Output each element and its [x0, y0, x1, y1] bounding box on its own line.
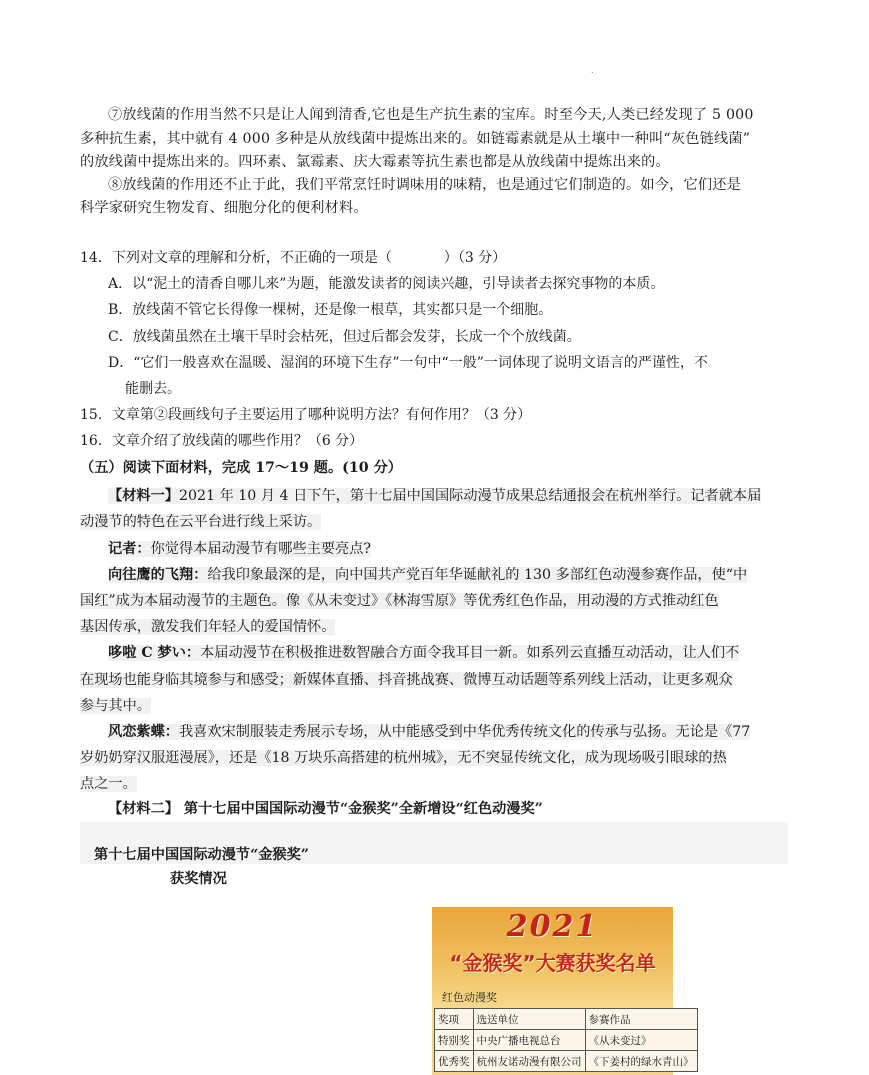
material2-heading: 【材料二】 第十七届中国国际动漫节“金猴奖”全新增设“红色动漫奖” — [108, 801, 543, 817]
speaker1-label: 向往鹰的飞翔： — [108, 567, 208, 583]
para7-line2: 多种抗生素，其中就有 4 000 多种是从放线菌中提炼出来的。如链霉素就是从土壤中一种叫“灰色链线菌” — [80, 131, 751, 147]
award-subtitle: 获奖情况 — [170, 871, 227, 887]
speaker3-line2 — [80, 745, 792, 771]
speaker2-label: 哆啦 C 梦い： — [108, 645, 201, 661]
speaker3-line1 — [80, 719, 792, 745]
para7-line1: ⑦放线菌的作用当然不只是让人闻到清香,它也是生产抗生素的宝库。时至今天,人类已经发现了 5 000 — [108, 107, 754, 123]
speaker2-line2 — [80, 667, 792, 693]
award-title: 第十七届中国国际动漫节“金猴奖” — [94, 847, 309, 863]
q14-option-d-cont: 能删去。 — [125, 381, 181, 397]
table-row — [435, 1030, 698, 1051]
poster-year: 2021 — [506, 909, 599, 944]
speaker1-text-1: 给我印象最深的是，向中国共产党百年华诞献礼的 130 多部红色动漫参赛作品，使“中 — [207, 567, 748, 583]
q14-option-d: D．“它们一般喜欢在温暖、湿润的环境下生存”一句中“一般”一词体现了说明文语言的严谨性，不 — [108, 355, 708, 371]
q14-option-c: C．放线菌虽然在土壤干旱时会枯死，但过后都会发芽，长成一个个放线菌。 — [108, 329, 581, 345]
speaker1-line2 — [80, 588, 792, 614]
table-cell: 杭州友诺动漫有限公司 — [473, 1051, 585, 1072]
speaker1-text-3: 基因传承，激发我们年轻人的爱国情怀。 — [80, 619, 336, 635]
speaker2-line3 — [80, 693, 792, 719]
reporter-question: 你觉得本届动漫节有哪些主要亮点? — [150, 541, 371, 557]
speaker2-text-3: 参与其中。 — [80, 698, 151, 714]
speaker2-text-1: 本届动漫节在积极推进数智融合方面令我耳目一新。如系列云直播互动活动，让人们不 — [200, 645, 740, 661]
table-header-cell: 奖项 — [435, 1009, 474, 1030]
reporter-line — [80, 536, 792, 562]
q14-stem-a: 14．下列对文章的理解和分析，不正确的一项是（ — [80, 250, 392, 266]
para7-line3: 的放线菌中提炼出来的。四环素、氯霉素、庆大霉素等抗生素也都是从放线菌中提炼出来的。 — [80, 154, 670, 170]
poster-award-table — [434, 1008, 698, 1072]
table-header-row — [435, 1009, 698, 1030]
para8-line2: 科学家研究生物发育、细胞分化的便利材料。 — [80, 200, 368, 216]
speaker1-text-2: 国红”成为本届动漫节的主题色。像《从未变过》《林海雪原》等优秀红色作品，用动漫的方式推动红色 — [80, 593, 719, 609]
material1-text-2: 动漫节的特色在云平台进行线上采访。 — [80, 514, 322, 530]
material1-text-1: 2021 年 10 月 4 日下午，第十七届中国国际动漫节成果总结通报会在杭州举行。记者就本届 — [178, 488, 762, 504]
table-cell: 《下姜村的绿水青山》 — [585, 1051, 697, 1072]
material1-line2 — [80, 509, 792, 535]
table-cell: 《从未变过》 — [585, 1030, 697, 1051]
para8-line1: ⑧放线菌的作用还不止于此，我们平常烹饪时调味用的味精，也是通过它们制造的。如今，它们还是 — [108, 177, 742, 193]
table-cell: 特别奖 — [435, 1030, 474, 1051]
table-cell: 优秀奖 — [435, 1051, 474, 1072]
section-5-heading: （五）阅读下面材料，完成 17～19 题。(10 分） — [80, 460, 402, 476]
speaker1-line3 — [80, 614, 792, 640]
question-14-stem — [80, 247, 506, 269]
question-15: 15．文章第②段画线句子主要运用了哪种说明方法？有何作用？（3 分） — [80, 407, 532, 423]
speaker2-text-2: 在现场也能身临其境参与和感受；新媒体直播、抖音挑战赛、微博互动话题等系列线上活动，让更多观众 — [80, 672, 733, 688]
speaker3-line3 — [80, 771, 792, 797]
header-dot: . — [591, 66, 594, 75]
speaker2-line1 — [80, 640, 792, 666]
speaker1-line1 — [80, 562, 792, 588]
speaker3-text-3: 点之一。 — [80, 776, 137, 792]
table-row — [435, 1051, 698, 1072]
table-cell: 中央广播电视总台 — [473, 1030, 585, 1051]
question-16: 16．文章介绍了放线菌的哪些作用？（6 分） — [80, 433, 364, 449]
poster-category: 红色动漫奖 — [442, 991, 497, 1004]
poster-headline: “金猴奖”大赛获奖名单 — [449, 951, 656, 975]
reporter-label: 记者： — [108, 541, 151, 557]
table-header-cell: 选送单位 — [473, 1009, 585, 1030]
material1-label: 【材料一】 — [108, 488, 179, 504]
speaker3-label: 风恋紫蝶： — [108, 724, 179, 740]
table-header-cell: 参赛作品 — [585, 1009, 697, 1030]
speaker3-text-2: 岁奶奶穿汉服逛漫展》，还是《18 万块乐高搭建的杭州城》，无不突显传统文化，成为现场吸引眼球的热 — [80, 750, 727, 766]
speaker3-text-1: 我喜欢宋制服装走秀展示专场，从中能感受到中华优秀传统文化的传承与弘扬。无论是《77 — [178, 724, 751, 740]
material1-line1 — [80, 483, 792, 509]
award-list-poster — [432, 907, 694, 1075]
q14-option-a: A．以“泥土的清香自哪儿来”为题，能激发读者的阅读兴趣，引导读者去探究事物的本质。 — [108, 276, 665, 292]
q14-stem-b: ）（3 分） — [443, 250, 507, 266]
q14-option-b: B．放线菌不管它长得像一棵树，还是像一根草，其实都只是一个细胞。 — [108, 302, 553, 318]
